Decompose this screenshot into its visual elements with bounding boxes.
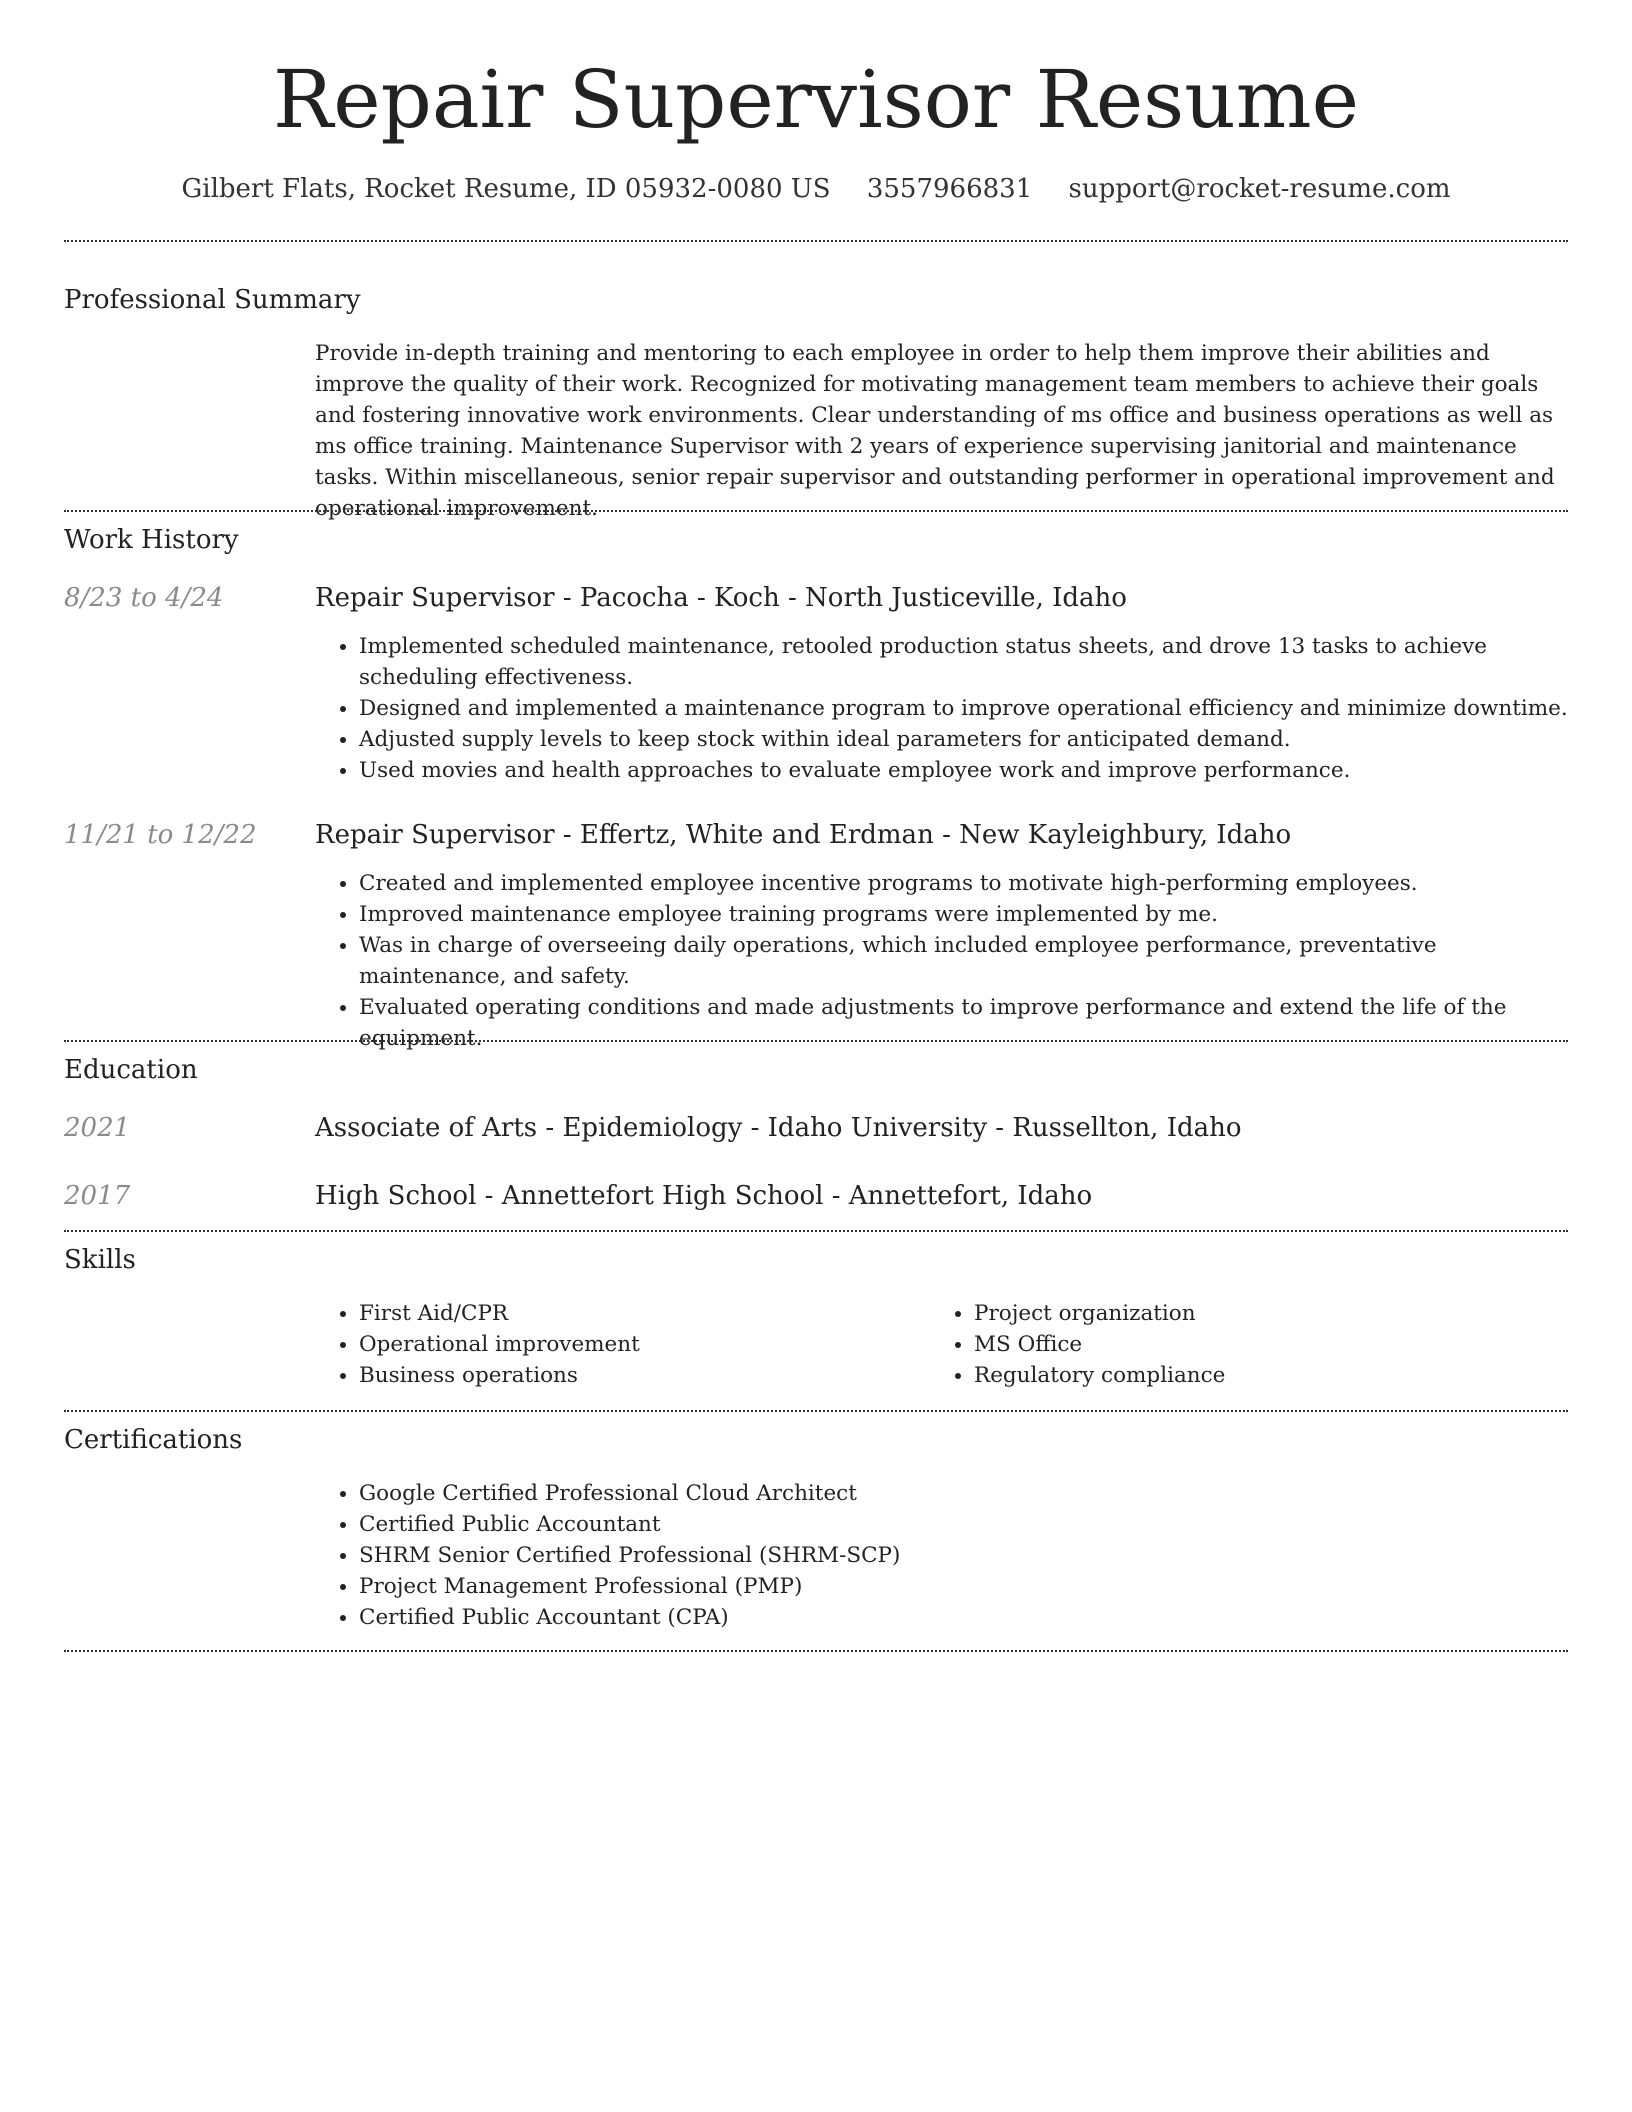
certification-item: • Certified Public Accountant: [359, 1509, 1568, 1540]
education-title: High School - Annettefort High School - Annettefort, Idaho: [315, 1181, 1093, 1211]
certification-item: • Certified Public Accountant (CPA): [359, 1602, 1568, 1633]
education-year: 2017: [64, 1181, 131, 1211]
certifications-list: [315, 1478, 1568, 1633]
job-bullet: • Designed and implemented a maintenance program to improve operational efficiency and minimize downtime.: [359, 693, 1568, 724]
job-bullets: [315, 868, 1568, 1054]
skills-heading: Skills: [64, 1245, 136, 1275]
contact-line: [64, 170, 1568, 208]
certifications-heading: Certifications: [64, 1425, 243, 1455]
section-divider: [64, 1040, 1568, 1042]
job-title: Repair Supervisor - Effertz, White and Erdman - New Kayleighbury, Idaho: [315, 820, 1292, 850]
job-bullet: • Improved maintenance employee training programs were implemented by me.: [359, 899, 1568, 930]
contact-phone: 3557966831: [866, 174, 1033, 204]
job-bullet: • Evaluated operating conditions and made adjustments to improve performance and extend the life of the equipment.: [359, 992, 1568, 1054]
education-year: 2021: [64, 1113, 131, 1143]
section-divider: [64, 240, 1568, 242]
skill-item: • Project organization: [974, 1298, 1544, 1329]
section-divider: [64, 1230, 1568, 1232]
job-bullet: • Was in charge of overseeing daily operations, which included employee performance, preventative maintenance, and safety.: [359, 930, 1568, 992]
certification-item: • Google Certified Professional Cloud Architect: [359, 1478, 1568, 1509]
contact-address: Gilbert Flats, Rocket Resume, ID 05932-0080 US: [181, 174, 831, 204]
job-dates: 11/21 to 12/22: [64, 820, 257, 850]
section-divider: [64, 510, 1568, 512]
education-heading: Education: [64, 1055, 198, 1085]
job-bullet: • Created and implemented employee incentive programs to motivate high-performing employees.: [359, 868, 1568, 899]
skills-list-right: [930, 1298, 1544, 1391]
work-history-heading: Work History: [64, 525, 239, 555]
education-title: Associate of Arts - Epidemiology - Idaho University - Russellton, Idaho: [315, 1113, 1242, 1143]
section-divider: [64, 1650, 1568, 1652]
skill-item: • Regulatory compliance: [974, 1360, 1544, 1391]
certification-item: • SHRM Senior Certified Professional (SHRM-SCP): [359, 1540, 1568, 1571]
contact-email: support@rocket-resume.com: [1068, 174, 1451, 204]
job-bullet: • Adjusted supply levels to keep stock within ideal parameters for anticipated demand.: [359, 724, 1568, 755]
skill-item: • Operational improvement: [359, 1329, 929, 1360]
job-bullet: • Implemented scheduled maintenance, retooled production status sheets, and drove 13 tasks to achieve scheduling effectiveness.: [359, 631, 1568, 693]
job-title: Repair Supervisor - Pacocha - Koch - North Justiceville, Idaho: [315, 583, 1127, 613]
section-divider: [64, 1410, 1568, 1412]
job-dates: 8/23 to 4/24: [64, 583, 224, 613]
summary-text: Provide in-depth training and mentoring to each employee in order to help them improve their abilities and improve the quality of their work. Recognized for motivating management team members to achieve their goals and fostering innovative work environments. Clear understanding of ms office and business operations as well as ms office training. Maintenance Supervisor with 2 years of experience supervising janitorial and maintenance tasks. Within miscellaneous, senior repair supervisor and outstanding performer in operational improvement and operational improvement.: [315, 341, 1555, 521]
skill-item: • First Aid/CPR: [359, 1298, 929, 1329]
job-bullets: [315, 631, 1568, 786]
resume-title: Repair Supervisor Resume: [273, 53, 1359, 146]
skill-item: • MS Office: [974, 1329, 1544, 1360]
certification-item: • Project Management Professional (PMP): [359, 1571, 1568, 1602]
skill-item: • Business operations: [359, 1360, 929, 1391]
summary-heading: Professional Summary: [64, 285, 361, 315]
job-bullet: • Used movies and health approaches to evaluate employee work and improve performance.: [359, 755, 1568, 786]
skills-list-left: [315, 1298, 929, 1391]
